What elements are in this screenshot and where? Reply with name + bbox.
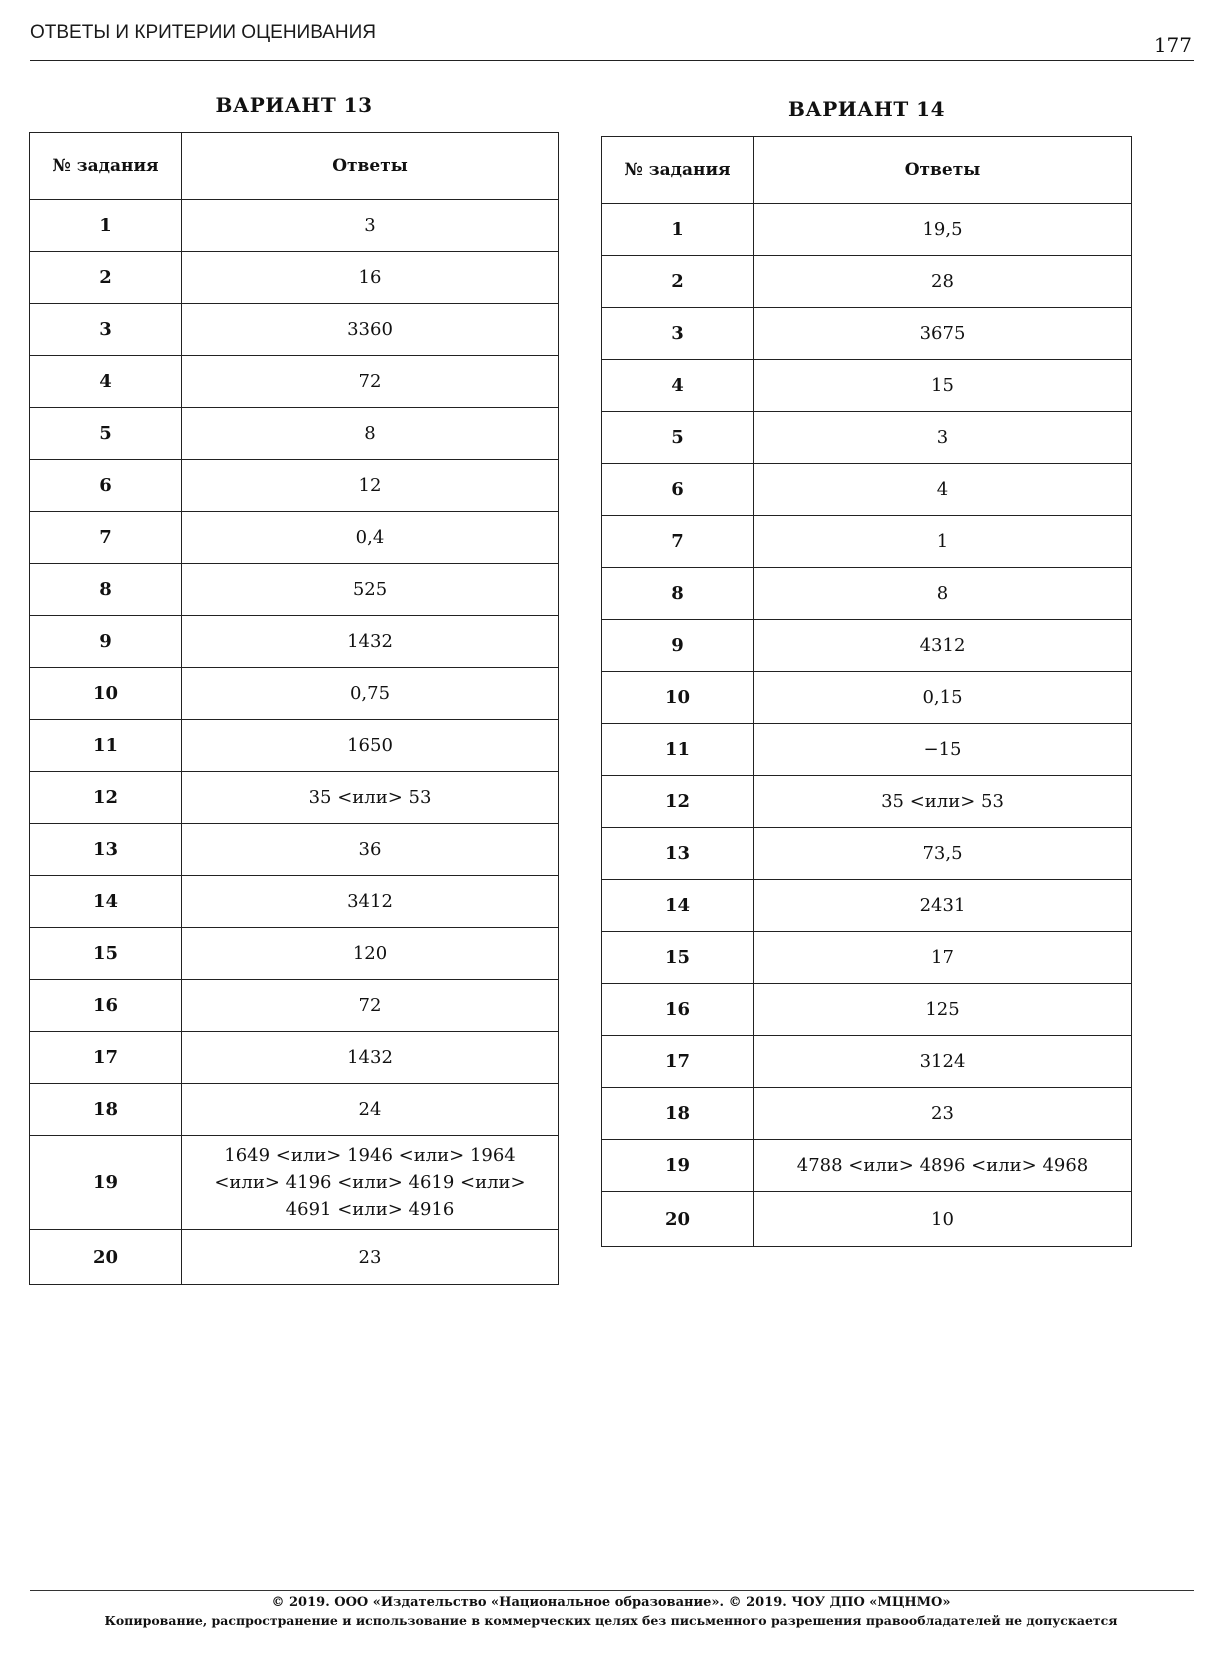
- answer-cell: 24: [182, 1084, 559, 1136]
- table-row: [30, 928, 559, 980]
- answer-cell: 3: [754, 412, 1132, 464]
- answer-cell: 12: [182, 460, 559, 512]
- table-row: [30, 772, 559, 824]
- task-number-cell: 13: [602, 828, 754, 880]
- table-row: [30, 980, 559, 1032]
- answer-cell: 23: [182, 1230, 559, 1285]
- table-row: [602, 464, 1132, 516]
- answer-cell: 0,75: [182, 668, 559, 720]
- answer-cell: 15: [754, 360, 1132, 412]
- variant-14-answers-table: [601, 136, 1132, 1247]
- table-row: [602, 1088, 1132, 1140]
- table-row: [602, 672, 1132, 724]
- answer-cell: 0,15: [754, 672, 1132, 724]
- answer-cell: 3124: [754, 1036, 1132, 1088]
- task-number-cell: 5: [602, 412, 754, 464]
- task-number-cell: 12: [602, 776, 754, 828]
- answer-cell: −15: [754, 724, 1132, 776]
- table-row: [30, 408, 559, 460]
- task-number-cell: 18: [602, 1088, 754, 1140]
- answer-cell: 4: [754, 464, 1132, 516]
- table-row: [602, 984, 1132, 1036]
- column-header-task-number: № задания: [602, 137, 754, 204]
- table-row: [602, 568, 1132, 620]
- answer-cell: 16: [182, 252, 559, 304]
- answer-cell: 125: [754, 984, 1132, 1036]
- variant-13-section: [29, 92, 559, 1285]
- table-row: [30, 1230, 559, 1285]
- task-number-cell: 2: [602, 256, 754, 308]
- answer-line: 1649 <или> 1946 <или> 1964: [224, 1145, 516, 1166]
- task-number-cell: 15: [602, 932, 754, 984]
- header-divider: [30, 60, 1194, 61]
- answer-cell: 3675: [754, 308, 1132, 360]
- column-header-task-number: № задания: [30, 133, 182, 200]
- task-number-cell: 11: [602, 724, 754, 776]
- table-row: [602, 308, 1132, 360]
- answer-cell: 17: [754, 932, 1132, 984]
- task-number-cell: 10: [30, 668, 182, 720]
- task-number-cell: 8: [30, 564, 182, 616]
- answer-cell: 1650: [182, 720, 559, 772]
- answer-cell: 35 <или> 53: [182, 772, 559, 824]
- task-number-cell: 6: [602, 464, 754, 516]
- table-row: [602, 360, 1132, 412]
- table-row: [30, 1032, 559, 1084]
- task-number-cell: 20: [602, 1192, 754, 1247]
- task-number-cell: 1: [30, 200, 182, 252]
- variant-14-title: ВАРИАНТ 14: [788, 97, 945, 121]
- task-number-cell: 14: [30, 876, 182, 928]
- table-row: [30, 200, 559, 252]
- task-number-cell: 19: [602, 1140, 754, 1192]
- task-number-cell: 5: [30, 408, 182, 460]
- page-number: 177: [1153, 33, 1192, 57]
- table-row: [602, 828, 1132, 880]
- answer-cell: 1432: [182, 616, 559, 668]
- table-row: [30, 512, 559, 564]
- answer-cell: 525: [182, 564, 559, 616]
- answer-cell: 3412: [182, 876, 559, 928]
- table-row: [30, 252, 559, 304]
- answer-cell: 19,5: [754, 204, 1132, 256]
- task-number-cell: 13: [30, 824, 182, 876]
- table-row: [602, 1140, 1132, 1192]
- task-number-cell: 7: [30, 512, 182, 564]
- task-number-cell: 14: [602, 880, 754, 932]
- task-number-cell: 16: [602, 984, 754, 1036]
- table-row: [30, 460, 559, 512]
- footer-notice: Копирование, распространение и использование в коммерческих целях без письменного разрешения правообладателей не допускается: [104, 1613, 1118, 1628]
- table-row: [602, 776, 1132, 828]
- column-header-answers: Ответы: [182, 133, 559, 200]
- table-row: [30, 1084, 559, 1136]
- answer-cell: 8: [182, 408, 559, 460]
- answer-cell: 4312: [754, 620, 1132, 672]
- answer-cell: 3360: [182, 304, 559, 356]
- task-number-cell: 1: [602, 204, 754, 256]
- table-row: [602, 724, 1132, 776]
- table-row: [30, 876, 559, 928]
- table-row: [602, 204, 1132, 256]
- variant-13-answers-table: [29, 132, 559, 1285]
- task-number-cell: 9: [602, 620, 754, 672]
- task-number-cell: 10: [602, 672, 754, 724]
- answer-cell: 3: [182, 200, 559, 252]
- table-row: [602, 880, 1132, 932]
- answer-cell: 28: [754, 256, 1132, 308]
- variant-14-section: [601, 96, 1132, 1247]
- table-row: [30, 564, 559, 616]
- task-number-cell: 20: [30, 1230, 182, 1285]
- running-header-title: ОТВЕТЫ И КРИТЕРИИ ОЦЕНИВАНИЯ: [30, 22, 377, 43]
- answer-cell: 72: [182, 980, 559, 1032]
- task-number-cell: 16: [30, 980, 182, 1032]
- table-row: [602, 1192, 1132, 1247]
- answer-cell: 72: [182, 356, 559, 408]
- task-number-cell: 9: [30, 616, 182, 668]
- answer-cell: 35 <или> 53: [754, 776, 1132, 828]
- answer-cell: 1: [754, 516, 1132, 568]
- answer-cell: 73,5: [754, 828, 1132, 880]
- task-number-cell: 7: [602, 516, 754, 568]
- table-row: [30, 356, 559, 408]
- table-row: [602, 516, 1132, 568]
- task-number-cell: 19: [30, 1136, 182, 1230]
- answer-line: 4691 <или> 4916: [285, 1199, 455, 1220]
- answer-cell: 0,4: [182, 512, 559, 564]
- footer-copyright: © 2019. ООО «Издательство «Национальное образование». © 2019. ЧОУ ДПО «МЦНМО»: [271, 1595, 951, 1610]
- answer-cell: [182, 1136, 559, 1230]
- table-row: [602, 412, 1132, 464]
- task-number-cell: 11: [30, 720, 182, 772]
- task-number-cell: 3: [30, 304, 182, 356]
- table-row: [30, 824, 559, 876]
- answer-line: <или> 4196 <или> 4619 <или>: [214, 1172, 526, 1193]
- table-row: [30, 668, 559, 720]
- answer-cell: 8: [754, 568, 1132, 620]
- table-row: [30, 720, 559, 772]
- table-row: [602, 256, 1132, 308]
- answer-cell: 10: [754, 1192, 1132, 1247]
- answer-cell: 36: [182, 824, 559, 876]
- table-row: [602, 620, 1132, 672]
- task-number-cell: 12: [30, 772, 182, 824]
- table-row: [30, 304, 559, 356]
- task-number-cell: 8: [602, 568, 754, 620]
- task-number-cell: 6: [30, 460, 182, 512]
- task-number-cell: 18: [30, 1084, 182, 1136]
- answer-cell: 1432: [182, 1032, 559, 1084]
- answer-cell: 23: [754, 1088, 1132, 1140]
- answer-cell: 120: [182, 928, 559, 980]
- table-row: [602, 932, 1132, 984]
- task-number-cell: 15: [30, 928, 182, 980]
- table-row: [602, 1036, 1132, 1088]
- task-number-cell: 4: [30, 356, 182, 408]
- task-number-cell: 4: [602, 360, 754, 412]
- task-number-cell: 2: [30, 252, 182, 304]
- task-number-cell: 3: [602, 308, 754, 360]
- answer-cell: 4788 <или> 4896 <или> 4968: [754, 1140, 1132, 1192]
- column-header-answers: Ответы: [754, 137, 1132, 204]
- table-row: [30, 616, 559, 668]
- task-number-cell: 17: [30, 1032, 182, 1084]
- variant-13-title: ВАРИАНТ 13: [215, 93, 373, 117]
- footer-divider: [30, 1590, 1194, 1591]
- table-row: [30, 1136, 559, 1230]
- task-number-cell: 17: [602, 1036, 754, 1088]
- answer-cell: 2431: [754, 880, 1132, 932]
